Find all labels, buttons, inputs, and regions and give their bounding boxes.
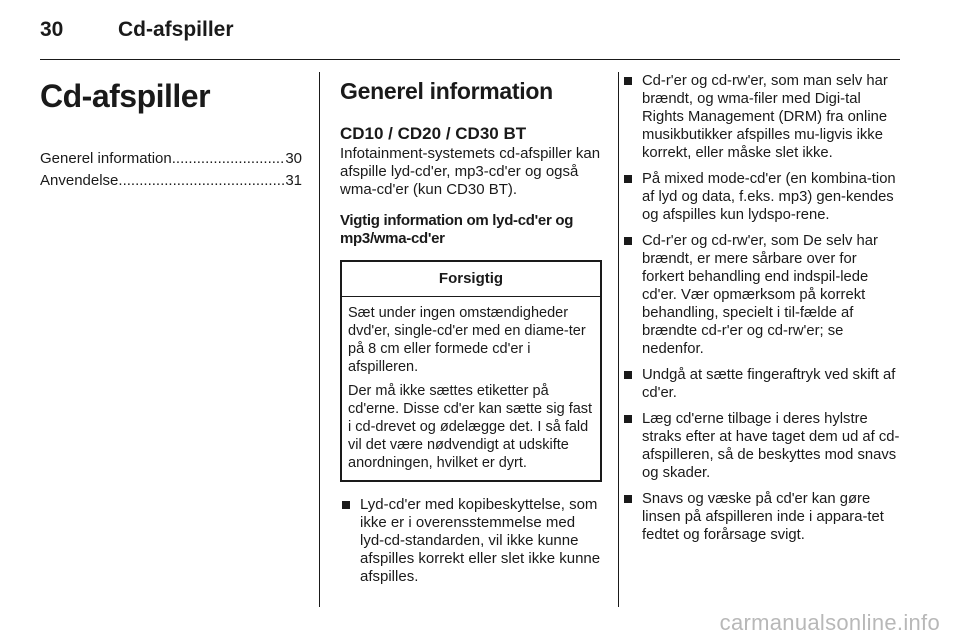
caution-body [342,297,600,480]
toc-page: 30 [285,150,302,167]
toc-page: 31 [285,172,302,189]
list-item: Cd-r'er og cd-rw'er, som man selv har brændt, og wma-filer med Digi-tal Rights Management (DRM) fra online musikbutikker afspilles mu-ligvis ikke korrekt, eller måske slet ikke. [622,72,902,162]
column-divider-left [319,72,320,607]
watermark: carmanualsonline.info [719,610,940,635]
header-rule [40,59,900,60]
chapter-title: Cd-afspiller [40,78,211,114]
page-number: 30 [40,18,64,41]
intro-paragraph: Infotainment-systemets cd-afspiller kan afspille lyd-cd'er, mp3-cd'er og også wma-cd'er (kun CD30 BT). [340,145,601,198]
caution-paragraph: Der må ikke sættes etiketter på cd'erne. Disse cd'er kan sætte sig fast i cd-drevet og ødelægge det. I så fald vil det være nødvendigt at udskifte anordningen, hvilket er dyrt. [348,383,593,471]
column-toc [40,72,302,192]
list-item: Cd-r'er og cd-rw'er, som De selv har brændt, er mere sårbare over for forkert behandling end indspil-lede cd'er. Vær opmærksom på korrekt behandling, specielt i til-fælde af brændte cd-r'er og cd-rw'er; se nedenfor. [622,232,902,358]
toc-label: Generel information [40,150,172,167]
bullet-list [340,496,602,586]
list-item: På mixed mode-cd'er (en kombina-tion af lyd og data, f.eks. mp3) gen-kendes og afspilles kun lydspo-rene. [622,170,902,224]
column-cd-notes [622,72,902,552]
caution-box [340,260,602,482]
section-title: Generel information [340,78,553,104]
running-header: Cd-afspiller [118,18,234,41]
list-item: Læg cd'erne tilbage i deres hylstre straks efter at have taget dem ud af cd-afspilleren, så de beskyttes mod snavs og skader. [622,410,902,482]
toc-entry-general[interactable] [40,148,302,170]
list-item: Snavs og væske på cd'er kan gøre linsen på afspilleren inde i appara-tet fedtet og forårsage svigt. [622,490,902,544]
table-of-contents [40,148,302,192]
subsection-title: CD10 / CD20 / CD30 BT [340,124,527,143]
bullet-list [622,72,902,544]
caution-paragraph: Sæt under ingen omstændigheder dvd'er, single-cd'er med en diame-ter på 8 cm eller formede cd'er i afspilleren. [348,305,586,375]
column-divider-right [618,72,619,607]
toc-leader-dots [118,170,285,192]
toc-label: Anvendelse [40,172,119,189]
list-item: Undgå at sætte fingeraftryk ved skift af cd'er. [622,366,902,402]
column-general-info [340,72,602,594]
toc-leader-dots [172,148,286,170]
caution-title: Forsigtig [342,262,600,297]
toc-entry-usage[interactable] [40,170,302,192]
list-item: Lyd-cd'er med kopibeskyttelse, som ikke er i overensstemmelse med lyd-cd-standarden, vil ikke kunne afspilles korrekt eller slet ikke kunne afspilles. [340,496,602,586]
important-info-heading: Vigtig information om lyd-cd'er og mp3/wma-cd'er [340,212,574,247]
